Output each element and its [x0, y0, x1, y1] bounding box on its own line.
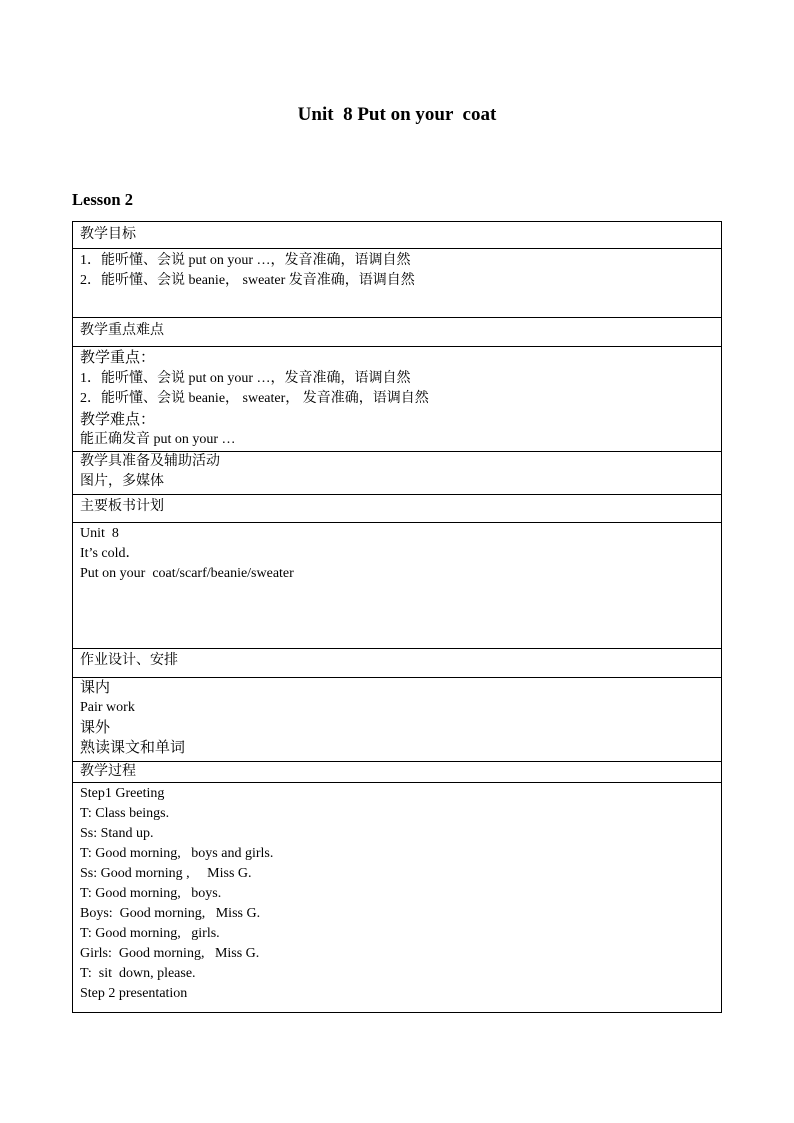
key-points-header [73, 318, 722, 347]
list-item: Ss: Good morning , Miss G. [80, 865, 252, 881]
list-item: 图片，多媒体 [80, 473, 164, 489]
homework-cell [73, 677, 722, 761]
list-item: Pair work [80, 699, 135, 715]
list-item: 课外 [80, 719, 111, 736]
cell-text: 教学重点难点 [80, 323, 164, 338]
table-row [73, 648, 722, 677]
homework-header [73, 648, 722, 677]
list-item: Step1 Greeting [80, 785, 165, 801]
cell-text: 主要板书计划 [80, 498, 164, 514]
list-item: Put on your coat/scarf/beanie/sweater [80, 565, 294, 581]
key-points-cell [73, 347, 722, 452]
table-row [73, 249, 722, 318]
list-item: 2．能听懂、会说 beanie， sweater 发音准确，语调自然 [80, 273, 415, 288]
table-row [73, 222, 722, 249]
list-item: 教学难点： [80, 411, 156, 428]
table-row [73, 347, 722, 452]
list-item: Boys: Good morning, Miss G. [80, 905, 261, 921]
list-item: 教学具准备及辅助活动 [80, 453, 220, 469]
list-item: 1．能听懂、会说 put on your …，发音准确，语调自然 [80, 253, 411, 268]
list-item: T: Good morning, boys. [80, 885, 222, 901]
objectives-cell [73, 249, 722, 318]
list-item: Step 2 presentation [80, 985, 188, 1001]
process-header [73, 761, 722, 782]
table-row [73, 677, 722, 761]
board-header [73, 494, 722, 522]
list-item: 熟读课文和单词 [80, 739, 186, 756]
table-row [73, 522, 722, 648]
aids-cell [73, 451, 722, 494]
list-item: Girls: Good morning, Miss G. [80, 945, 260, 961]
table-row [73, 494, 722, 522]
list-item: T: sit down, please. [80, 965, 196, 981]
board-cell [73, 522, 722, 648]
list-item: T: Good morning, boys and girls. [80, 845, 274, 861]
document-title: Unit 8 Put on your coat [297, 104, 497, 125]
table-row [73, 318, 722, 347]
cell-text: 教学目标 [80, 227, 136, 242]
objectives-header [73, 222, 722, 249]
list-item: 教学重点： [80, 350, 156, 366]
list-item: Ss: Stand up. [80, 825, 154, 841]
lesson-heading: Lesson 2 [72, 190, 133, 209]
list-item: Unit 8 [80, 525, 119, 541]
table-row [73, 761, 722, 782]
list-item: It’s cold． [80, 545, 140, 561]
lesson-plan-table [72, 221, 722, 1013]
list-item: 1．能听懂、会说 put on your …，发音准确，语调自然 [80, 370, 411, 386]
cell-text: 教学过程 [80, 763, 136, 779]
list-item: 2．能听懂、会说 beanie， sweater， 发音准确，语调自然 [80, 391, 429, 406]
list-item: 能正确发音 put on your … [80, 432, 236, 447]
list-item: 课内 [80, 679, 111, 696]
process-cell [73, 782, 722, 1012]
table-row [73, 782, 722, 1012]
list-item: T: Class beings. [80, 805, 170, 821]
table-row [73, 451, 722, 494]
cell-text: 作业设计、安排 [80, 652, 178, 668]
list-item: T: Good morning, girls. [80, 925, 220, 941]
